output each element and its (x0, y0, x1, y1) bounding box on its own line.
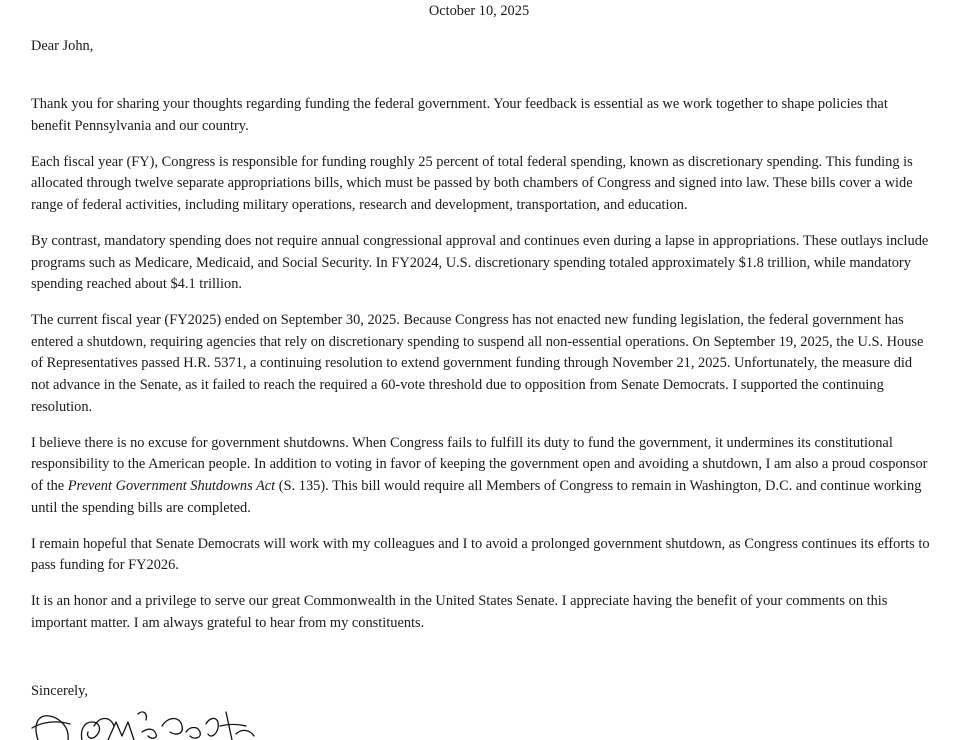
paragraph-cosponsor (31, 433, 931, 519)
signature-image (30, 706, 256, 740)
paragraph-hopeful: I remain hopeful that Senate Democrats will work with my colleagues and I to avoid a prolonged government shutdown, as Congress continues its efforts to pass funding for FY2026. (31, 535, 930, 574)
bill-title: Prevent Government Shutdowns Act (67, 477, 276, 494)
salutation: Dear John, (31, 38, 94, 54)
letter-body (31, 94, 931, 649)
paragraph-discretionary-spending: Each fiscal year (FY), Congress is responsible for funding roughly 25 percent of total federal spending, known as discretionary spending. This funding is allocated through twelve separate appropriations bills, which must be passed by both chambers of Congress and signed into law. These bills cover a wide range of federal activities, including military operations, research and development, transportation, and education. (31, 153, 913, 213)
paragraph-mandatory-spending: By contrast, mandatory spending does not require annual congressional approval and continues even during a lapse in appropriations. These outlays include programs such as Medicare, Medicaid, and Social Security. In FY2024, U.S. discretionary spending totaled approximately $1.8 trillion, while mandatory spending reached about $4.1 trillion. (31, 232, 929, 293)
closing: Sincerely, (31, 683, 89, 699)
paragraph-shutdown: The current fiscal year (FY2025) ended on September 30, 2025. Because Congress has not enacted new funding legislation, the federal government has entered a shutdown, requiring agencies that rely on discretionary spending to suspend all non-essential operations. On September 19, 2025, the U.S. House of Representatives passed H.R. 5371, a continuing resolution to extend government funding through November 21, 2025. Unfortunately, the measure did not advance in the Senate, as it failed to reach the required a 60-vote threshold due to opposition from Senate Democrats. I supported the continuing resolution. (31, 312, 924, 415)
paragraph-cosponsor-before: I believe there is no excuse for government shutdowns. When Congress fails to fulfill its duty to fund the government, it undermines its constitutional responsibility to the American people. In addition to voting in favor of keeping the government open and avoiding a shutdown, I am also a proud cosponsor of the (31, 434, 928, 494)
paragraph-cosponsor-after: (S. 135). This bill would require all Members of Congress to remain in Washington, D.C. and continue working until the spending bills are completed. (31, 477, 922, 516)
paragraph-honor: It is an honor and a privilege to serve our great Commonwealth in the United States Senate. I appreciate having the benefit of your comments on this important matter. I am always grateful to hear from my constituents. (31, 593, 888, 631)
paragraph-thanks: Thank you for sharing your thoughts regarding funding the federal government. Your feedback is essential as we work together to shape policies that benefit Pennsylvania and our country. (31, 96, 888, 134)
letter-date: October 10, 2025 (428, 3, 530, 19)
